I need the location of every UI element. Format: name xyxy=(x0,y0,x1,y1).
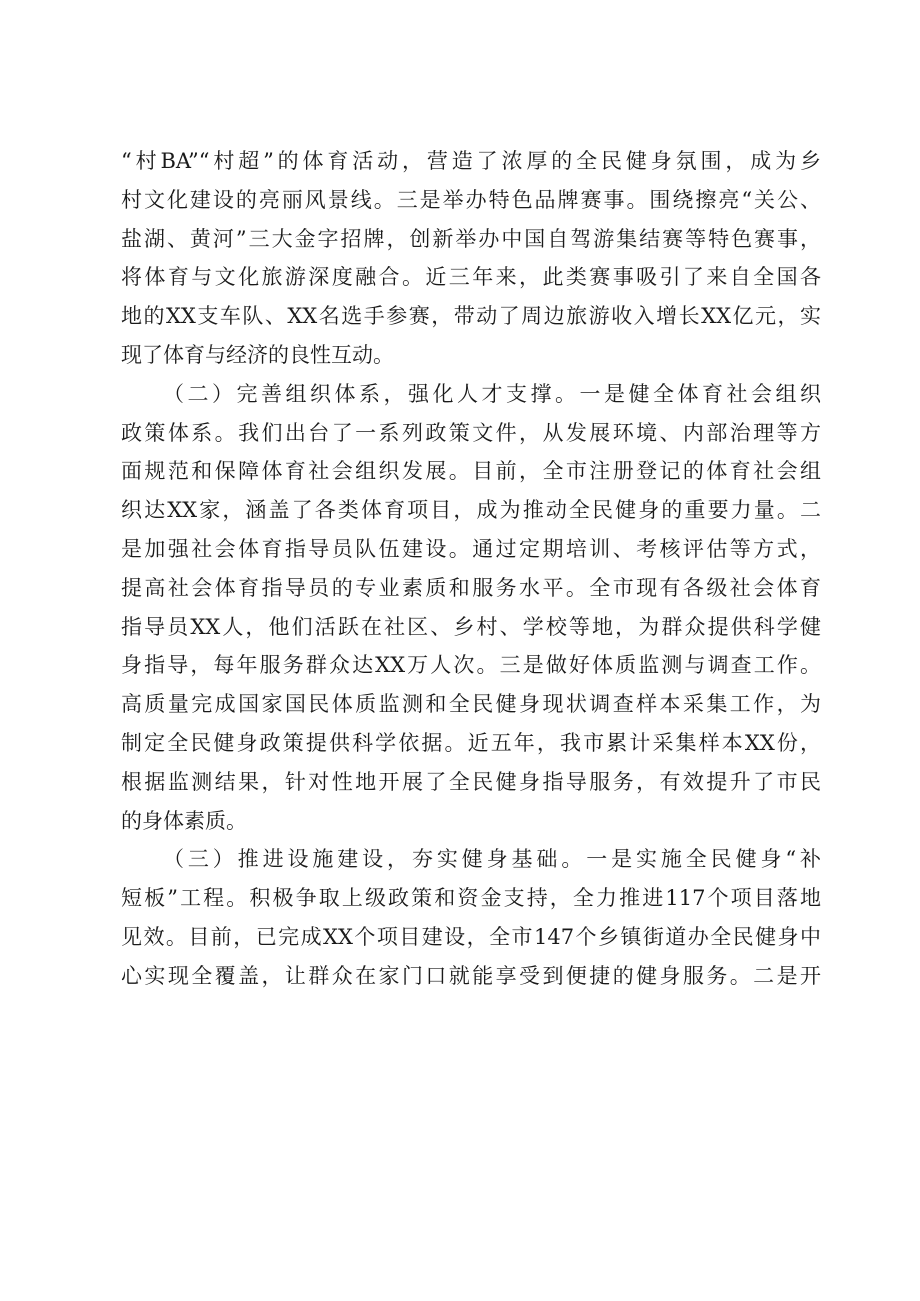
text-line: 织达XX家，涵盖了各类体育项目，成为推动全民健身的重要力量。二 xyxy=(121,498,821,523)
text-line: 盐湖、黄河”三大金字招牌，创新举办中国自驾游集结赛等特色赛事， xyxy=(121,226,821,251)
text-line: 提高社会体育指导员的专业素质和服务水平。全市现有各级社会体育 xyxy=(121,575,821,600)
text-line: 地的XX支车队、XX名选手参赛，带动了周边旅游收入增长XX亿元，实 xyxy=(121,304,821,329)
text-line: 面规范和保障体育社会组织发展。目前，全市注册登记的体育社会组 xyxy=(121,459,821,484)
text-line: 高质量完成国家国民体质监测和全民健身现状调查样本采集工作，为 xyxy=(121,692,821,717)
text-line: 政策体系。我们出台了一系列政策文件，从发展环境、内部治理等方 xyxy=(121,420,821,445)
text-line: 身指导，每年服务群众达XX万人次。三是做好体质监测与调查工作。 xyxy=(121,653,821,678)
text-line: 村文化建设的亮丽风景线。三是举办特色品牌赛事。围绕擦亮“关公、 xyxy=(121,187,821,212)
text-line: 指导员XX人，他们活跃在社区、乡村、学校等地，为群众提供科学健 xyxy=(121,614,821,639)
text-line: 的身体素质。 xyxy=(121,808,247,833)
text-line: 心实现全覆盖，让群众在家门口就能享受到便捷的健身服务。二是开 xyxy=(121,963,821,988)
text-line: 将体育与文化旅游深度融合。近三年来，此类赛事吸引了来自全国各 xyxy=(121,265,821,290)
text-line: 短板”工程。积极争取上级政策和资金支持，全力推进117个项目落地 xyxy=(121,886,821,911)
paragraph-facility-construction xyxy=(121,840,821,995)
text-line: 根据监测结果，针对性地开展了全民健身指导服务，有效提升了市民 xyxy=(121,769,821,794)
section-heading-line: （三）推进设施建设，夯实健身基础。一是实施全民健身“补 xyxy=(163,847,821,872)
text-line: 是加强社会体育指导员队伍建设。通过定期培训、考核评估等方式， xyxy=(121,536,821,561)
text-line: 见效。目前，已完成XX个项目建设，全市147个乡镇街道办全民健身中 xyxy=(121,924,821,949)
text-line: 现了体育与经济的良性互动。 xyxy=(121,342,394,367)
text-line: 制定全民健身政策提供科学依据。近五年，我市累计采集样本XX份， xyxy=(121,730,821,755)
paragraph-organization-system xyxy=(121,375,821,841)
paragraph-sports-events xyxy=(121,142,821,375)
document-body xyxy=(121,142,821,996)
section-heading-line: （二）完善组织体系，强化人才支撑。一是健全体育社会组织 xyxy=(163,381,821,406)
text-line: “村BA”“村超”的体育活动，营造了浓厚的全民健身氛围，成为乡 xyxy=(121,149,821,173)
